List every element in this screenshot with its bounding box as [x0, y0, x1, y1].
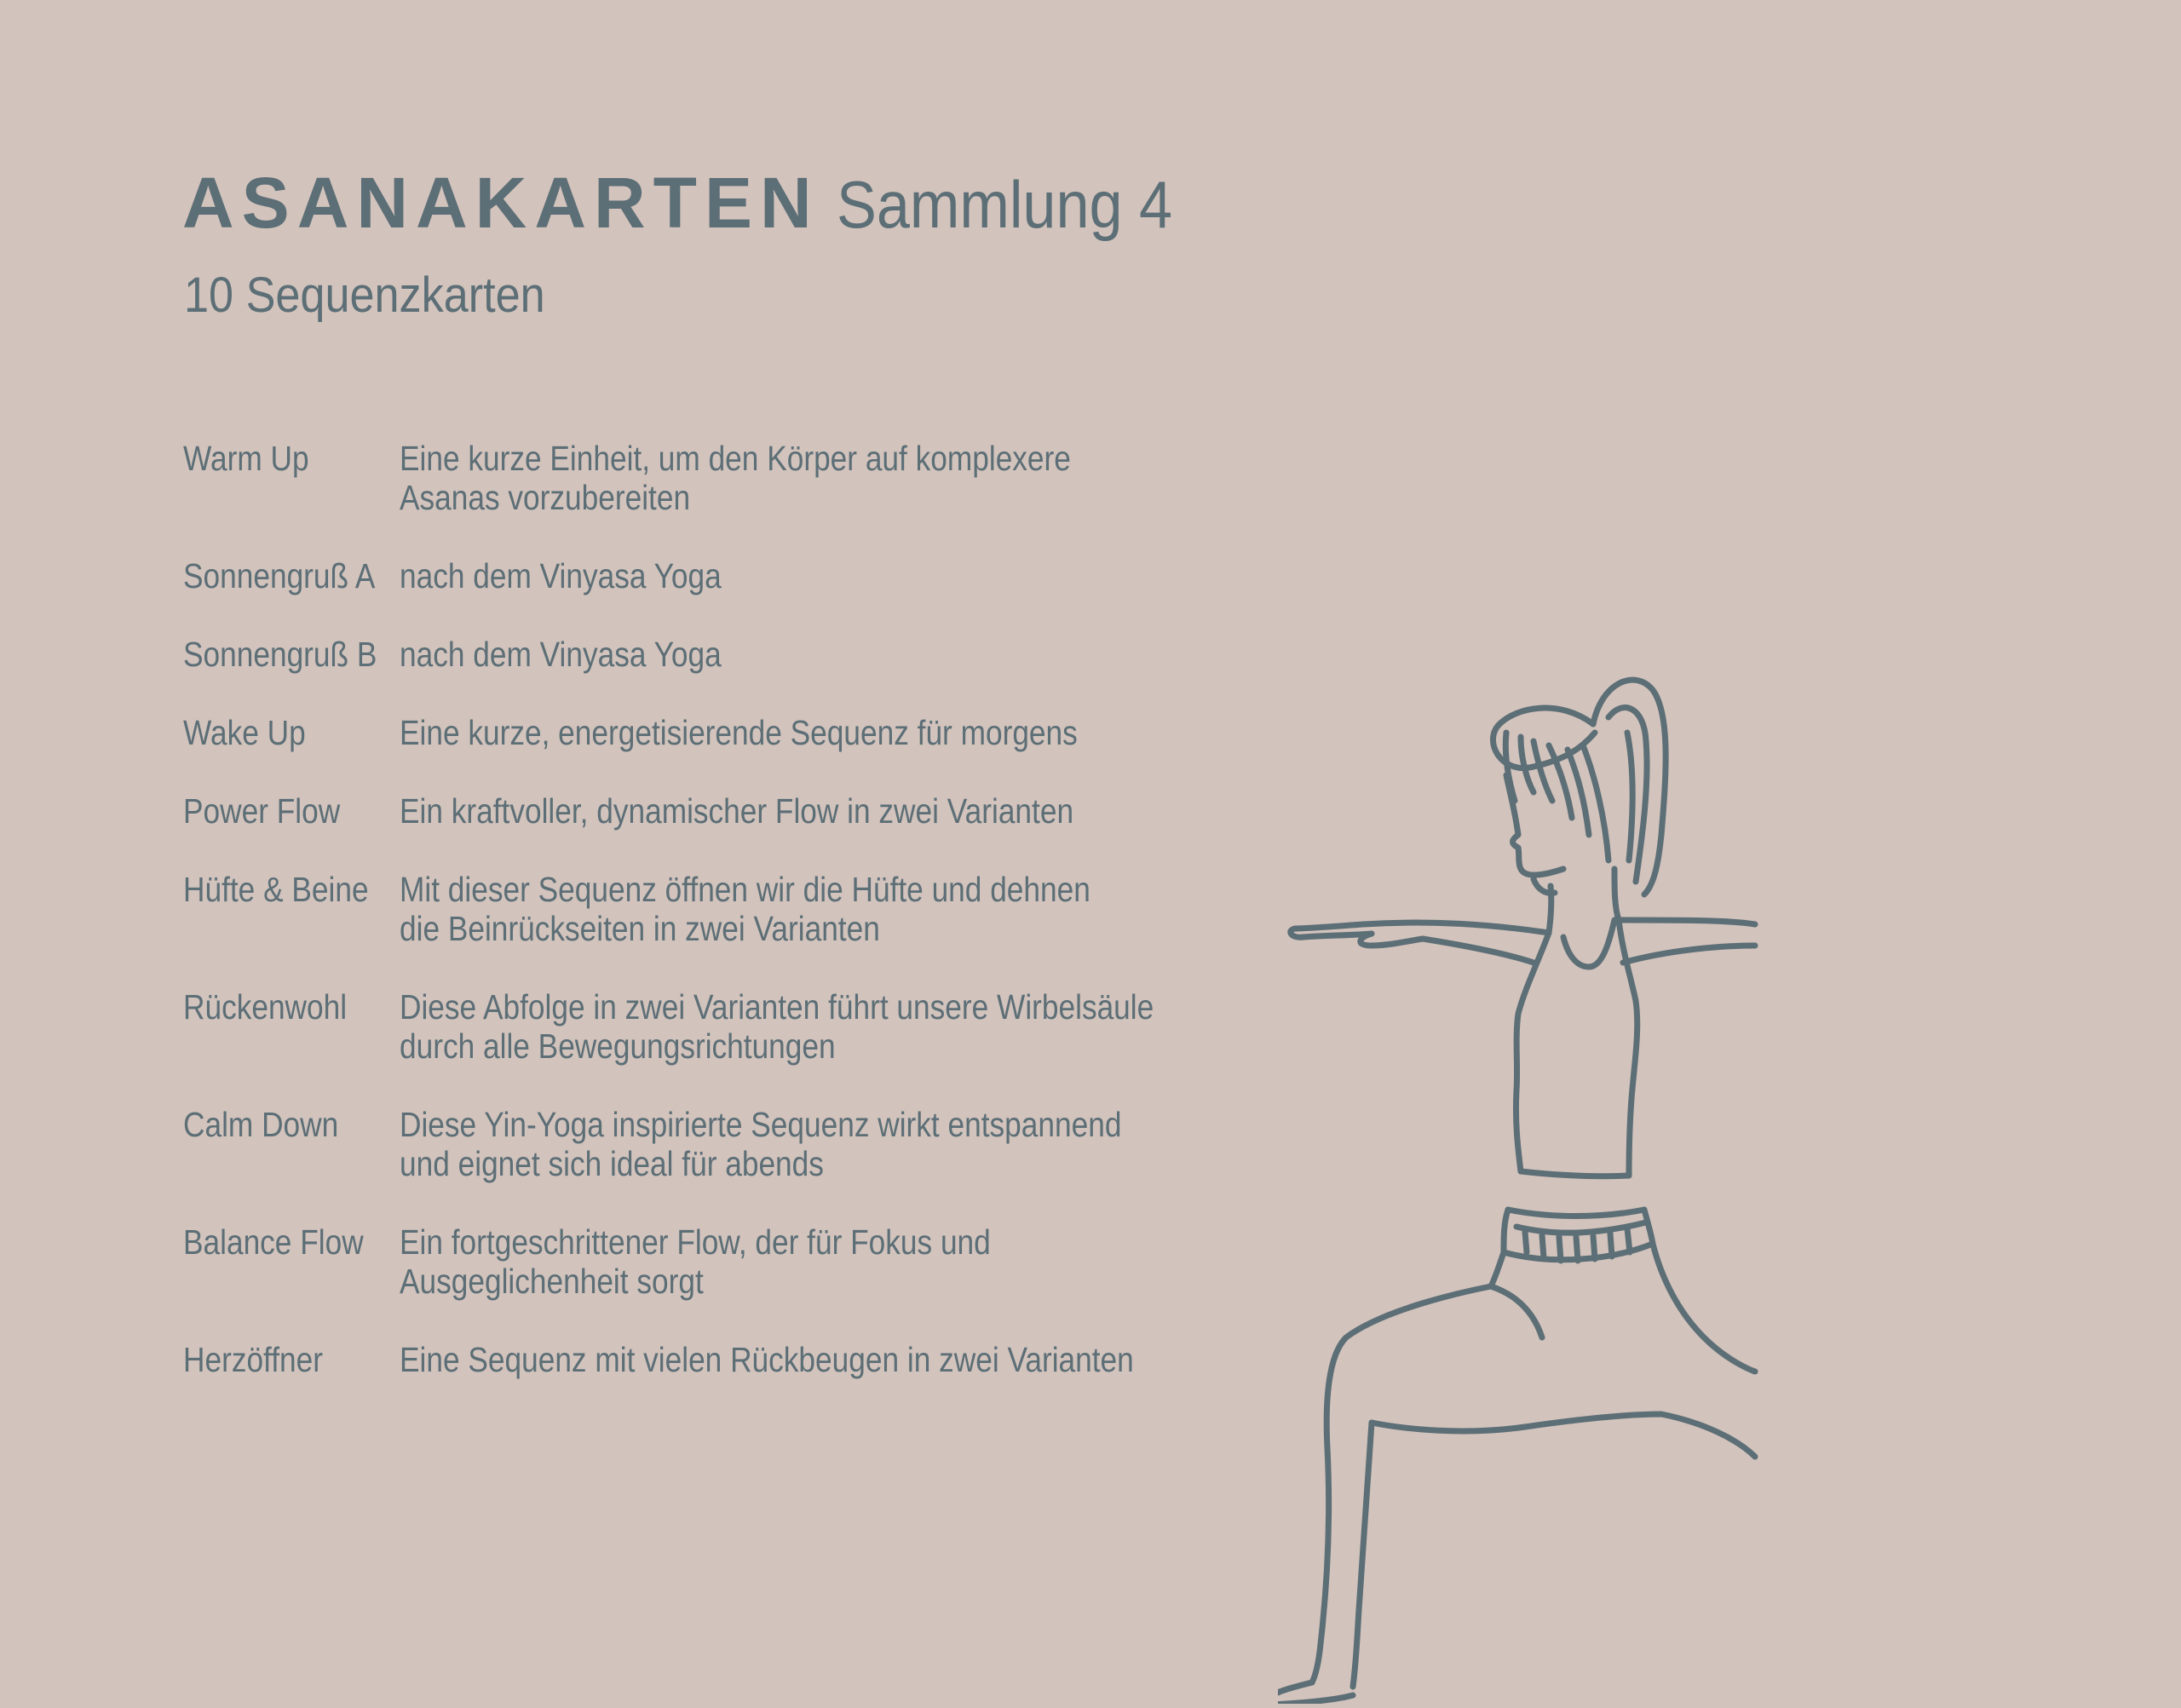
sequence-description-line: Diese Yin-Yoga inspirierte Sequenz wirkt entspannend: [400, 1105, 1122, 1144]
page-subtitle: 10 Sequenzkarten: [184, 267, 545, 323]
title-collection: Sammlung 4: [836, 167, 1172, 242]
sequence-description-line: Eine Sequenz mit vielen Rückbeugen in zwei Varianten: [400, 1340, 1134, 1379]
sequence-name: Warm Up: [183, 439, 309, 478]
sequence-description: [400, 713, 1078, 752]
sequence-description: [400, 635, 722, 674]
sequence-description-line: Mit dieser Sequenz öffnen wir die Hüfte und dehnen: [400, 870, 1090, 909]
sequence-description-line: Ausgeglichenheit sorgt: [400, 1262, 704, 1301]
sequence-description: [400, 870, 1090, 948]
sequence-name: Rückenwohl: [183, 987, 348, 1027]
sequence-description-line: und eignet sich ideal für abends: [400, 1144, 824, 1183]
sequence-name: Calm Down: [183, 1105, 339, 1144]
title-brand: ASANAKARTEN: [182, 163, 820, 243]
sequence-name: Sonnengruß A: [183, 556, 376, 595]
sequence-description-line: nach dem Vinyasa Yoga: [400, 556, 722, 595]
sequence-description-line: Asanas vorzubereiten: [400, 478, 691, 517]
page-title: [182, 163, 1210, 243]
sequence-description-line: Eine kurze Einheit, um den Körper auf komplexere: [400, 439, 1071, 478]
sequence-description-line: Ein kraftvoller, dynamischer Flow in zwei Varianten: [400, 791, 1074, 831]
sequence-description-line: durch alle Bewegungsrichtungen: [400, 1027, 836, 1066]
sequence-name: Herzöffner: [183, 1340, 323, 1379]
sequence-description-line: Diese Abfolge in zwei Varianten führt unsere Wirbelsäule: [400, 987, 1154, 1027]
sequence-description-line: Eine kurze, energetisierende Sequenz für morgens: [400, 713, 1078, 752]
sequence-name: Sonnengruß B: [183, 635, 377, 674]
sequence-description: [400, 791, 1073, 831]
sequence-name: Wake Up: [183, 713, 306, 752]
sequence-name: Hüfte & Beine: [183, 870, 369, 909]
sequence-description-line: nach dem Vinyasa Yoga: [400, 635, 722, 674]
sequence-name: Power Flow: [183, 791, 341, 831]
sequence-description-line: die Beinrückseiten in zwei Varianten: [400, 909, 880, 948]
sequence-description: [400, 556, 722, 595]
sequence-description: [400, 439, 1071, 517]
sequence-description: [400, 987, 1154, 1066]
yoga-warrior-pose-line-drawing-icon: [1278, 664, 2181, 1704]
sequence-description: [400, 1105, 1121, 1183]
sequence-name: Balance Flow: [183, 1222, 364, 1262]
sequence-description: [400, 1222, 991, 1301]
sequence-description-line: Ein fortgeschrittener Flow, der für Fokus und: [400, 1222, 991, 1262]
sequence-description: [400, 1340, 1134, 1379]
